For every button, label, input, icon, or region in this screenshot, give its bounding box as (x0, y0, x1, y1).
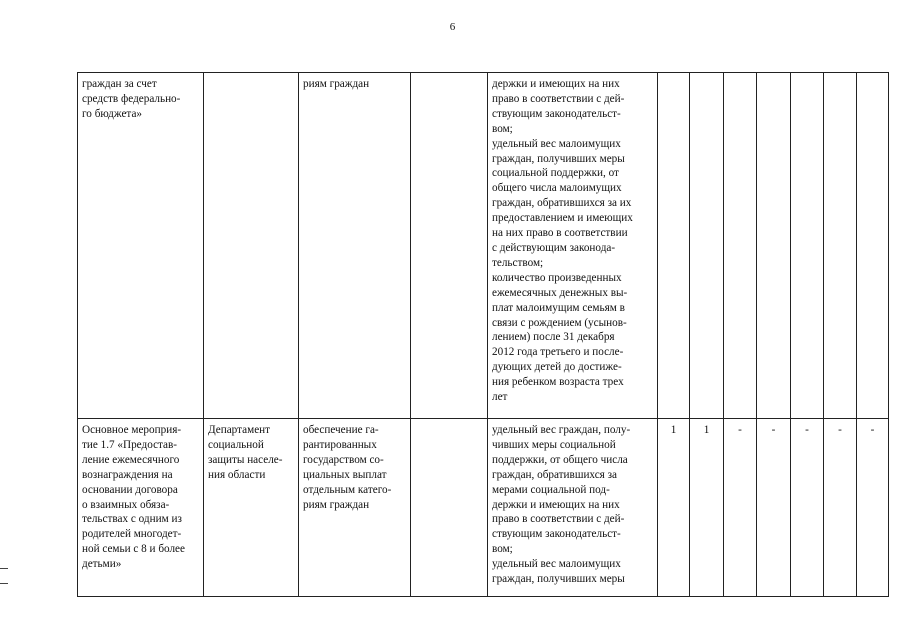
margin-mark (0, 583, 8, 584)
value-cell (857, 73, 889, 419)
value-cell (791, 73, 824, 419)
value-cell (690, 73, 724, 419)
value-cell: - (724, 419, 757, 597)
value-cell (658, 73, 690, 419)
measure-name-cell: граждан за счет средств федерально- го бюджета» (78, 73, 204, 419)
result-cell: риям граждан (299, 73, 411, 419)
margin-mark (0, 568, 8, 569)
value-cell (724, 73, 757, 419)
value-cell: - (824, 419, 857, 597)
executor-cell: Департамент социальной защиты населе- ния области (204, 419, 299, 597)
value-cell: - (791, 419, 824, 597)
value-cell: 1 (658, 419, 690, 597)
measures-table (77, 72, 889, 597)
empty-cell (411, 73, 488, 419)
value-cell (757, 73, 791, 419)
value-cell (824, 73, 857, 419)
measure-name-cell: Основное мероприя- тие 1.7 «Предостав- ление ежемесячного вознаграждения на основании договора о взаимных обяза- тельствах с одним из родителей многодет- ной семьи с 8 и более детьми» (78, 419, 204, 597)
empty-cell (411, 419, 488, 597)
indicator-cell: удельный вес граждан, полу- чивших меры социальной поддержки, от общего числа граждан, обратившихся за мерами социальной под- держки и имеющих на них право в соответствии с дей- ствующим законодательст- вом; удельный вес малоимущих граждан, получивших меры (488, 419, 658, 597)
value-cell: 1 (690, 419, 724, 597)
executor-cell (204, 73, 299, 419)
result-cell: обеспечение га- рантированных государством со- циальных выплат отдельным катего- риям граждан (299, 419, 411, 597)
table-row (78, 73, 889, 419)
value-cell: - (857, 419, 889, 597)
page-number: 6 (449, 21, 456, 33)
value-cell: - (757, 419, 791, 597)
table-row (78, 419, 889, 597)
indicator-cell: держки и имеющих на них право в соответствии с дей- ствующим законодательст- вом; удельный вес малоимущих граждан, получивших меры социальной поддержки, от общего числа малоимущих граждан, обратившихся за их предоставлением и имеющих на них право в соответствии с действующим законода- тельством; количество произведенных ежемесячных денежных вы- плат малоимущим семьям в связи с рождением (усынов- лением) после 31 декабря 2012 года третьего и после- дующих детей до достиже- ния ребенком возраста трех лет (488, 73, 658, 419)
